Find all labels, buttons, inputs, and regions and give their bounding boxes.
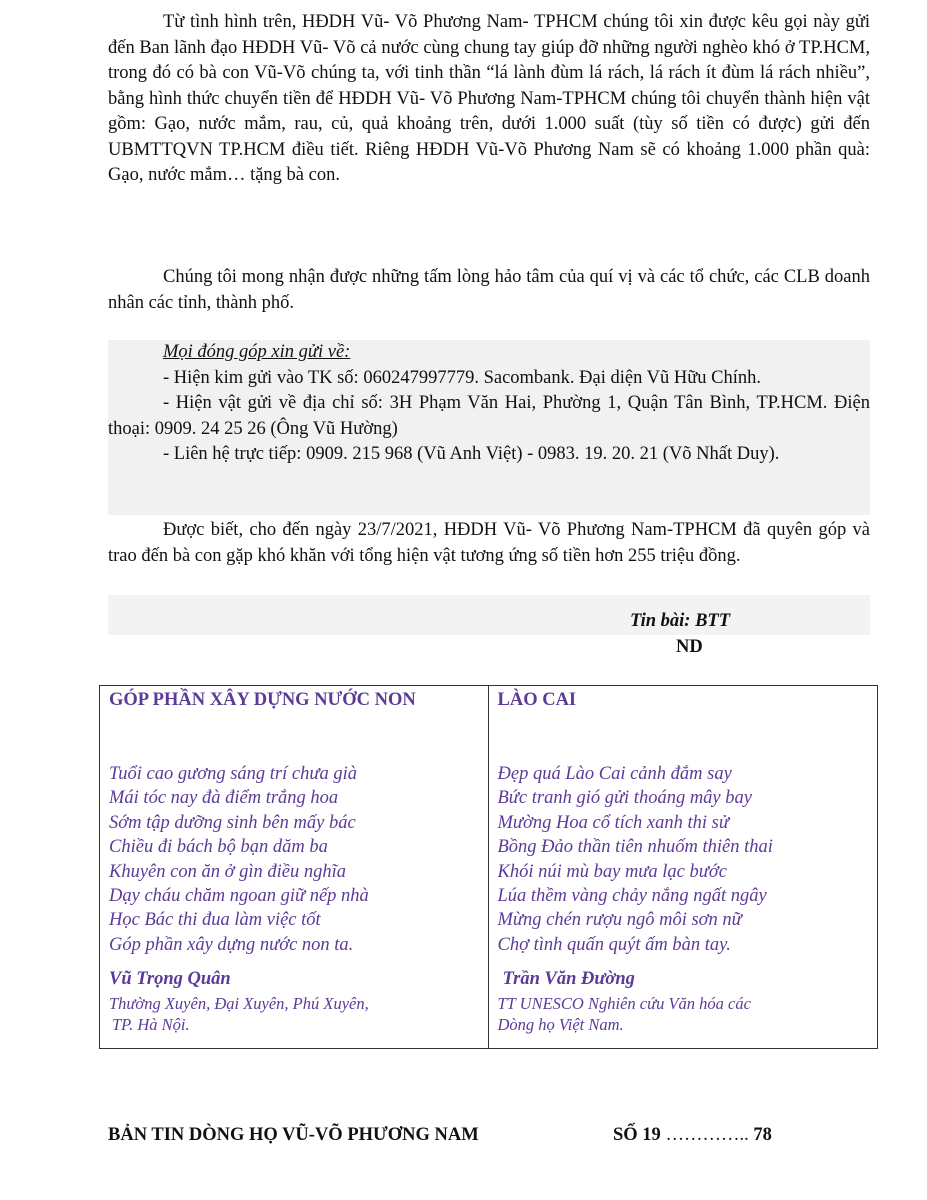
- poem-title: LÀO CAI: [497, 690, 577, 710]
- poem-line: Bức tranh gió gửi thoáng mây bay: [497, 788, 752, 809]
- poem-line: Học Bác thi đua làm việc tốt: [109, 910, 321, 931]
- appeal-paragraph: [108, 10, 870, 189]
- poem-author-affiliation: [498, 993, 751, 1035]
- page-number: 78: [753, 1125, 772, 1145]
- donation-info-box: [108, 340, 870, 515]
- poem-right: [489, 686, 878, 1048]
- poem-author: Vũ Trọng Quân: [109, 969, 231, 989]
- poem-line: Đẹp quá Lào Cai cảnh đắm say: [497, 764, 732, 784]
- affiliation-line: TP. Hà Nội.: [112, 1015, 190, 1034]
- issue-number: SỐ 19: [613, 1125, 661, 1145]
- donation-cash: - Hiện kim gửi vào TK số: 060247997779. Sacombank. Đại diện Vũ Hữu Chính.: [163, 367, 761, 388]
- poem-lines: [109, 762, 369, 957]
- footer-issue: [613, 1125, 772, 1146]
- byline-initials: ND: [676, 637, 703, 657]
- support-paragraph-text: Chúng tôi mong nhận được những tấm lòng hảo tâm của quí vị và các tổ chức, các CLB doanh nhân các tỉnh, thành phố.: [108, 267, 870, 313]
- poem-lines: [498, 762, 773, 957]
- affiliation-line: TT UNESCO Nghiên cứu Văn hóa các: [497, 994, 751, 1013]
- footer-publication: BẢN TIN DÒNG HỌ VŨ-VÕ PHƯƠNG NAM: [108, 1125, 479, 1145]
- poem-line: Khói núi mù bay mưa lạc bước: [497, 861, 727, 882]
- poem-line: Mường Hoa cổ tích xanh thi sử: [497, 812, 729, 833]
- poem-line: Chiều đi bách bộ bạn dăm ba: [109, 837, 328, 858]
- poem-line: Sớm tập dưỡng sinh bên mấy bác: [109, 812, 356, 833]
- poem-line: Bồng Đảo thần tiên nhuốm thiên thai: [497, 837, 773, 858]
- poem-line: Tuổi cao gương sáng trí chưa già: [109, 764, 357, 784]
- shaded-divider: [108, 595, 870, 635]
- poem-title: GÓP PHẦN XÂY DỰNG NƯỚC NON: [109, 690, 416, 710]
- poem-line: Lúa thềm vàng chảy nắng ngất ngây: [497, 886, 767, 907]
- affiliation-line: Dòng họ Việt Nam.: [497, 1015, 624, 1034]
- result-paragraph: [108, 518, 870, 569]
- byline-source: Tin bài: BTT: [630, 611, 731, 631]
- affiliation-line: Thường Xuyên, Đại Xuyên, Phú Xuyên,: [109, 994, 369, 1013]
- support-paragraph: [108, 265, 870, 316]
- poem-author-affiliation: [109, 993, 369, 1035]
- poem-line: Mừng chén rượu ngô môi sơn nữ: [497, 910, 742, 931]
- poem-line: Dạy cháu chăm ngoan giữ nếp nhà: [109, 886, 369, 907]
- appeal-paragraph-text: Từ tình hình trên, HĐDH Vũ- Võ Phương Nam- TPHCM chúng tôi xin được kêu gọi này gửi đến Ban lãnh đạo HĐDH Vũ- Võ cả nước cùng chung tay giúp đỡ những người nghèo khó ở TP.HCM, trong đó có bà con Vũ-Võ chúng ta, với tinh thần “lá lành đùm lá rách, lá rách ít đùm lá rách nhiều”, bằng hình thức chuyển tiền để HĐDH Vũ- Võ Phương Nam-TPHCM chúng tôi chuyển thành hiện vật gồm: Gạo, nước mắm, rau, củ, quả khoảng trên, dưới 1.000 suất (tùy số tiền có được) gửi đến UBMTTQVN TP.HCM điều tiết. Riêng HĐDH Vũ-Võ Phương Nam sẽ có khoảng 1.000 phần quà: Gạo, nước mắm… tặng bà con.: [108, 12, 870, 185]
- result-paragraph-text: Được biết, cho đến ngày 23/7/2021, HĐDH Vũ- Võ Phương Nam-TPHCM đã quyên góp và trao đến bà con gặp khó khăn với tổng hiện vật tương ứng số tiền hơn 255 triệu đồng.: [108, 520, 870, 566]
- poem-author: Trần Văn Đường: [502, 969, 635, 989]
- poem-line: Khuyên con ăn ở gìn điều nghĩa: [109, 861, 346, 882]
- poem-left: [100, 686, 489, 1048]
- poem-table: [99, 685, 878, 1049]
- poem-line: Mái tóc nay đà điểm trắng hoa: [109, 788, 339, 809]
- donation-contact: - Liên hệ trực tiếp: 0909. 215 968 (Vũ Anh Việt) - 0983. 19. 20. 21 (Võ Nhất Duy).: [163, 444, 780, 464]
- donation-heading: Mọi đóng góp xin gửi về:: [163, 342, 351, 362]
- donation-goods: - Hiện vật gửi về địa chỉ số: 3H Phạm Văn Hai, Phường 1, Quận Tân Bình, TP.HCM. Điện thoại: 0909. 24 25 26 (Ông Vũ Hường): [108, 393, 870, 439]
- leader-dots: …………..: [665, 1125, 749, 1145]
- poem-line: Chợ tình quấn quýt ấm bàn tay.: [497, 934, 731, 955]
- poem-line: Góp phần xây dựng nước non ta.: [109, 934, 354, 955]
